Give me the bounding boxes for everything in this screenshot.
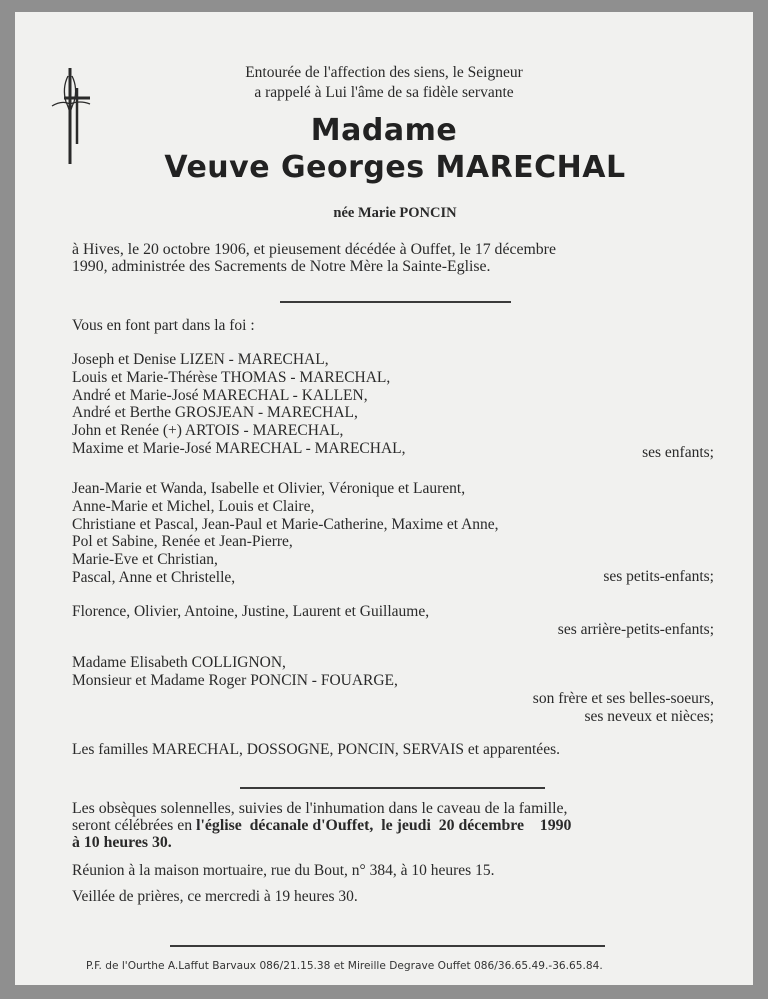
deceased-name: Veuve Georges MARECHAL — [164, 150, 626, 185]
vigil-text: Veillée de prières, ce mercredi à 19 heures 30. — [72, 888, 358, 905]
list-item: Louis et Marie-Thérèse THOMAS - MARECHAL, — [72, 368, 391, 386]
funeral-location-date: l'église décanale d'Ouffet, le jeudi 20 décembre 1990 — [196, 817, 572, 834]
children-list — [72, 351, 406, 458]
list-item: Madame Elisabeth COLLIGNON, — [72, 654, 286, 671]
list-item: Florence, Olivier, Antoine, Justine, Laurent et Guillaume, — [72, 603, 430, 620]
funeral-line-2-prefix: seront célébrées en — [72, 817, 197, 834]
list-item: Joseph et Denise LIZEN - MARECHAL, — [72, 351, 329, 368]
intro-line-1: Entourée de l'affection des siens, le Seigneur — [245, 64, 523, 81]
grandchildren-label: ses petits-enfants; — [603, 568, 714, 585]
reunion-text: Réunion à la maison mortuaire, rue du Bout, n° 384, à 10 heures 15. — [72, 862, 495, 879]
families-text: Les familles MARECHAL, DOSSOGNE, PONCIN, SERVAIS et apparentées. — [72, 741, 560, 758]
separator — [240, 787, 545, 789]
siblings-label-1: son frère et ses belles-soeurs, — [532, 690, 714, 707]
great-grandchildren-list — [72, 603, 429, 621]
list-item: Pol et Sabine, Renée et Jean-Pierre, — [72, 533, 293, 551]
siblings-list — [72, 654, 398, 690]
list-item: Jean-Marie et Wanda, Isabelle et Olivier, Véronique et Laurent, — [72, 480, 466, 497]
list-item: Monsieur et Madame Roger PONCIN - FOUARGE, — [72, 671, 398, 689]
deceased-title: Madame — [310, 113, 458, 148]
list-item: André et Marie-José MARECHAL - KALLEN, — [72, 386, 368, 404]
list-item: Marie-Eve et Christian, — [72, 551, 218, 569]
list-item: Maxime et Marie-José MARECHAL - MARECHAL, — [72, 439, 406, 457]
list-item: Christiane et Pascal, Jean-Paul et Marie-Catherine, Maxime et Anne, — [72, 515, 499, 533]
funeral-time: à 10 heures 30. — [72, 834, 172, 851]
birth-line-1: à Hives, le 20 octobre 1906, et pieusement décédée à Ouffet, le 17 décembre — [72, 241, 556, 258]
birth-line-2: 1990, administrée des Sacrements de Notre Mère la Sainte-Eglise. — [72, 258, 491, 275]
list-item: Anne-Marie et Michel, Louis et Claire, — [72, 497, 315, 515]
list-item: Pascal, Anne et Christelle, — [72, 568, 236, 586]
announce-text: Vous en font part dans la foi : — [72, 317, 255, 334]
separator — [170, 945, 605, 947]
children-label: ses enfants; — [642, 444, 714, 461]
great-grandchildren-label: ses arrière-petits-enfants; — [557, 621, 714, 638]
funeral-home-footer: P.F. de l'Ourthe A.Laffut Barvaux 086/21.15.38 et Mireille Degrave Ouffet 086/36.65.49.-36.65.84. — [86, 960, 603, 972]
siblings-label-2: ses neveux et nièces; — [584, 708, 714, 725]
maiden-name: née Marie PONCIN — [333, 205, 457, 221]
separator — [280, 301, 511, 303]
funeral-line-2 — [72, 817, 571, 835]
list-item: André et Berthe GROSJEAN - MARECHAL, — [72, 404, 358, 422]
intro-line-2: a rappelé à Lui l'âme de sa fidèle servante — [254, 84, 514, 101]
list-item: John et Renée (+) ARTOIS - MARECHAL, — [72, 422, 344, 440]
grandchildren-list — [72, 480, 499, 587]
funeral-line-1: Les obsèques solennelles, suivies de l'inhumation dans le caveau de la famille, — [72, 800, 568, 817]
